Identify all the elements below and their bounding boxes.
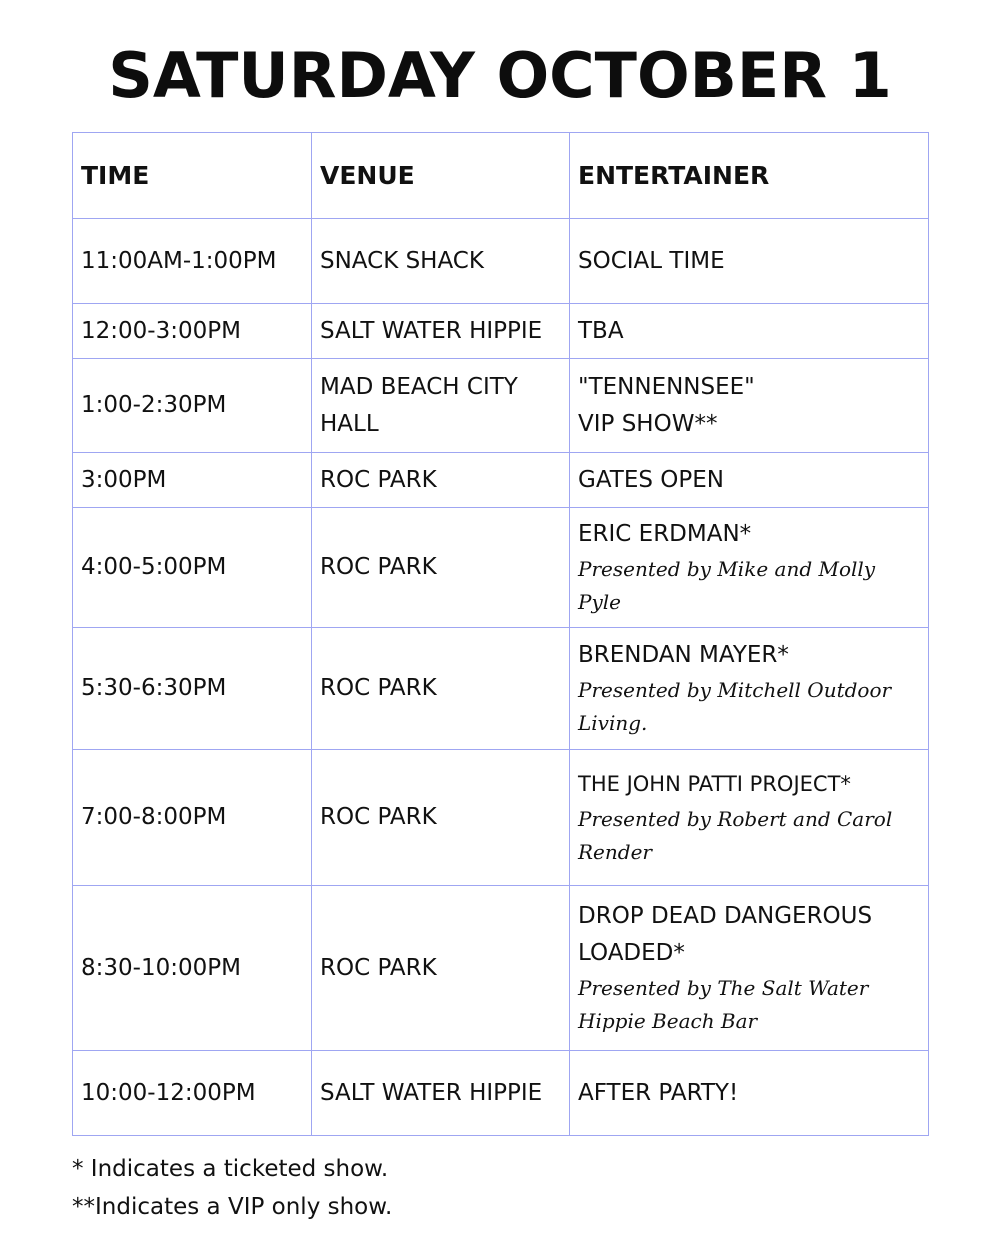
time-cell: 7:00-8:00PM (73, 750, 312, 886)
header-row (73, 133, 929, 219)
table-row (73, 453, 929, 508)
presenter-credit: Presented by The Salt Water Hippie Beach Bar (578, 976, 869, 1033)
entertainer-cell (570, 304, 929, 359)
time-cell: 4:00-5:00PM (73, 508, 312, 628)
entertainer-cell (570, 886, 929, 1051)
table-row (73, 359, 929, 453)
footnote-vip: **Indicates a VIP only show. (72, 1194, 393, 1220)
entertainer-name: BRENDAN MAYER* (578, 642, 789, 668)
entertainer-cell (570, 219, 929, 304)
table-row (73, 304, 929, 359)
table-row (73, 750, 929, 886)
table-row (73, 886, 929, 1051)
entertainer-cell (570, 750, 929, 886)
entertainer-cell (570, 1051, 929, 1136)
time-cell: 5:30-6:30PM (73, 628, 312, 750)
venue-cell: ROC PARK (312, 628, 570, 750)
entertainer-cell (570, 628, 929, 750)
time-cell: 10:00-12:00PM (73, 1051, 312, 1136)
venue-cell: SNACK SHACK (312, 219, 570, 304)
venue-cell: SALT WATER HIPPIE (312, 1051, 570, 1136)
venue-cell: ROC PARK (312, 453, 570, 508)
table-row (73, 1051, 929, 1136)
venue-cell: ROC PARK (312, 750, 570, 886)
entertainer-name: AFTER PARTY! (578, 1079, 739, 1106)
time-cell: 3:00PM (73, 453, 312, 508)
time-cell: 11:00AM-1:00PM (73, 219, 312, 304)
entertainer-name: "TENNENNSEE" VIP SHOW** (578, 373, 755, 437)
entertainer-cell (570, 359, 929, 453)
entertainer-name: DROP DEAD DANGEROUS LOADED* (578, 903, 873, 966)
time-cell: 1:00-2:30PM (73, 359, 312, 453)
time-cell: 8:30-10:00PM (73, 886, 312, 1051)
entertainer-name: ERIC ERDMAN* (578, 521, 752, 547)
page-title: SATURDAY OCTOBER 1 (108, 39, 892, 112)
venue-cell: MAD BEACH CITY HALL (312, 359, 570, 453)
entertainer-name: TBA (578, 317, 624, 344)
table-row (73, 628, 929, 750)
table-row (73, 508, 929, 628)
entertainer-name: SOCIAL TIME (578, 247, 725, 274)
footnote-ticketed: * Indicates a ticketed show. (72, 1156, 389, 1182)
entertainer-cell (570, 508, 929, 628)
presenter-credit: Presented by Robert and Carol Render (578, 807, 893, 864)
table-row (73, 219, 929, 304)
column-header-venue: VENUE (312, 133, 570, 219)
venue-cell: SALT WATER HIPPIE (312, 304, 570, 359)
entertainer-name: GATES OPEN (578, 466, 724, 493)
column-header-time: TIME (73, 133, 312, 219)
column-header-entertainer: ENTERTAINER (570, 133, 929, 219)
time-cell: 12:00-3:00PM (73, 304, 312, 359)
presenter-credit: Presented by Mitchell Outdoor Living. (578, 678, 892, 735)
presenter-credit: Presented by Mike and Molly Pyle (578, 557, 876, 614)
entertainer-cell (570, 453, 929, 508)
venue-cell: ROC PARK (312, 508, 570, 628)
schedule-table (72, 132, 929, 1136)
venue-cell: ROC PARK (312, 886, 570, 1051)
entertainer-name: THE JOHN PATTI PROJECT* (578, 772, 851, 796)
footnotes (72, 1150, 928, 1226)
